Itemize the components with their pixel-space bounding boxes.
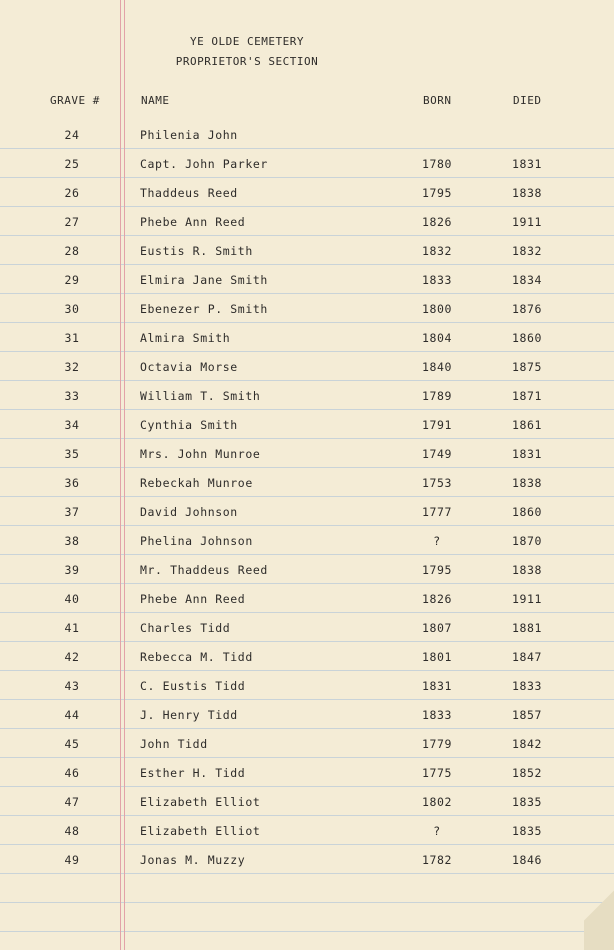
born-year: 1831	[421, 679, 453, 693]
person-name: David Johnson	[140, 505, 238, 519]
died-year: 1881	[511, 621, 543, 635]
person-name: Rebeckah Munroe	[140, 476, 253, 490]
born-year: 1801	[421, 650, 453, 664]
table-row	[0, 700, 614, 729]
person-name: Philenia John	[140, 128, 238, 142]
died-year: 1857	[511, 708, 543, 722]
table-row	[0, 149, 614, 178]
person-name: J. Henry Tidd	[140, 708, 238, 722]
table-row	[0, 729, 614, 758]
table-row	[0, 207, 614, 236]
table-row	[0, 265, 614, 294]
grave-list	[0, 120, 614, 874]
born-year: 1753	[421, 476, 453, 490]
column-header-name: NAME	[141, 94, 170, 107]
born-year: 1833	[421, 273, 453, 287]
born-year: ?	[433, 824, 441, 838]
column-header-grave: GRAVE #	[50, 94, 100, 107]
born-year: 1791	[421, 418, 453, 432]
died-year: 1834	[511, 273, 543, 287]
grave-number: 28	[64, 244, 80, 258]
grave-number: 49	[64, 853, 80, 867]
person-name: Octavia Morse	[140, 360, 238, 374]
person-name: Phebe Ann Reed	[140, 215, 246, 229]
died-year: 1831	[511, 447, 543, 461]
person-name: John Tidd	[140, 737, 208, 751]
paper-corner	[584, 880, 614, 950]
born-year: 1832	[421, 244, 453, 258]
died-year: 1870	[511, 534, 543, 548]
person-name: Phelina Johnson	[140, 534, 253, 548]
table-row	[0, 526, 614, 555]
grave-number: 26	[64, 186, 80, 200]
died-year: 1846	[511, 853, 543, 867]
died-year: 1852	[511, 766, 543, 780]
grave-number: 41	[64, 621, 80, 635]
grave-number: 34	[64, 418, 80, 432]
born-year: 1782	[421, 853, 453, 867]
born-year: 1780	[421, 157, 453, 171]
died-year: 1838	[511, 186, 543, 200]
person-name: Eustis R. Smith	[140, 244, 253, 258]
died-year: 1831	[511, 157, 543, 171]
table-row	[0, 642, 614, 671]
died-year: 1835	[511, 795, 543, 809]
died-year: 1835	[511, 824, 543, 838]
grave-number: 30	[64, 302, 80, 316]
grave-number: 43	[64, 679, 80, 693]
died-year: 1847	[511, 650, 543, 664]
table-row	[0, 410, 614, 439]
grave-number: 39	[64, 563, 80, 577]
grave-number: 45	[64, 737, 80, 751]
died-year: 1842	[511, 737, 543, 751]
table-row	[0, 323, 614, 352]
person-name: Thaddeus Reed	[140, 186, 238, 200]
person-name: Phebe Ann Reed	[140, 592, 246, 606]
grave-number: 29	[64, 273, 80, 287]
died-year: 1860	[511, 505, 543, 519]
born-year: 1775	[421, 766, 453, 780]
table-row	[0, 845, 614, 874]
table-row	[0, 236, 614, 265]
column-header-born: BORN	[423, 94, 452, 107]
table-row	[0, 584, 614, 613]
grave-number: 36	[64, 476, 80, 490]
grave-number: 32	[64, 360, 80, 374]
person-name: Ebenezer P. Smith	[140, 302, 268, 316]
died-year: 1832	[511, 244, 543, 258]
person-name: William T. Smith	[140, 389, 261, 403]
grave-number: 47	[64, 795, 80, 809]
person-name: Almira Smith	[140, 331, 231, 345]
person-name: Mrs. John Munroe	[140, 447, 261, 461]
column-header-died: DIED	[513, 94, 542, 107]
born-year: 1826	[421, 592, 453, 606]
died-year: 1876	[511, 302, 543, 316]
born-year: ?	[433, 534, 441, 548]
grave-number: 33	[64, 389, 80, 403]
grave-number: 44	[64, 708, 80, 722]
person-name: Elmira Jane Smith	[140, 273, 268, 287]
grave-number: 35	[64, 447, 80, 461]
born-year: 1789	[421, 389, 453, 403]
person-name: Charles Tidd	[140, 621, 231, 635]
table-row	[0, 671, 614, 700]
table-row	[0, 381, 614, 410]
person-name: Esther H. Tidd	[140, 766, 246, 780]
born-year: 1779	[421, 737, 453, 751]
page-subtitle: PROPRIETOR'S SECTION	[175, 55, 319, 68]
born-year: 1807	[421, 621, 453, 635]
person-name: Mr. Thaddeus Reed	[140, 563, 268, 577]
table-row	[0, 787, 614, 816]
person-name: Jonas M. Muzzy	[140, 853, 246, 867]
died-year: 1911	[511, 592, 543, 606]
grave-number: 40	[64, 592, 80, 606]
table-row	[0, 352, 614, 381]
died-year: 1871	[511, 389, 543, 403]
born-year: 1833	[421, 708, 453, 722]
person-name: Capt. John Parker	[140, 157, 268, 171]
grave-number: 48	[64, 824, 80, 838]
grave-number: 24	[64, 128, 80, 142]
person-name: C. Eustis Tidd	[140, 679, 246, 693]
died-year: 1875	[511, 360, 543, 374]
grave-number: 31	[64, 331, 80, 345]
table-row	[0, 120, 614, 149]
grave-number: 27	[64, 215, 80, 229]
born-year: 1826	[421, 215, 453, 229]
grave-number: 37	[64, 505, 80, 519]
born-year: 1777	[421, 505, 453, 519]
table-row	[0, 555, 614, 584]
table-row	[0, 816, 614, 845]
born-year: 1802	[421, 795, 453, 809]
table-row	[0, 613, 614, 642]
died-year: 1833	[511, 679, 543, 693]
died-year: 1860	[511, 331, 543, 345]
table-row	[0, 468, 614, 497]
person-name: Rebecca M. Tidd	[140, 650, 253, 664]
died-year: 1838	[511, 476, 543, 490]
person-name: Elizabeth Elliot	[140, 795, 261, 809]
grave-number: 38	[64, 534, 80, 548]
born-year: 1840	[421, 360, 453, 374]
table-row	[0, 178, 614, 207]
died-year: 1861	[511, 418, 543, 432]
table-row	[0, 758, 614, 787]
born-year: 1795	[421, 563, 453, 577]
died-year: 1838	[511, 563, 543, 577]
table-row	[0, 294, 614, 323]
grave-number: 42	[64, 650, 80, 664]
person-name: Cynthia Smith	[140, 418, 238, 432]
died-year: 1911	[511, 215, 543, 229]
page-title: YE OLDE CEMETERY	[190, 35, 304, 48]
born-year: 1800	[421, 302, 453, 316]
born-year: 1795	[421, 186, 453, 200]
born-year: 1804	[421, 331, 453, 345]
person-name: Elizabeth Elliot	[140, 824, 261, 838]
grave-number: 25	[64, 157, 80, 171]
grave-number: 46	[64, 766, 80, 780]
born-year: 1749	[421, 447, 453, 461]
table-row	[0, 439, 614, 468]
table-row	[0, 497, 614, 526]
